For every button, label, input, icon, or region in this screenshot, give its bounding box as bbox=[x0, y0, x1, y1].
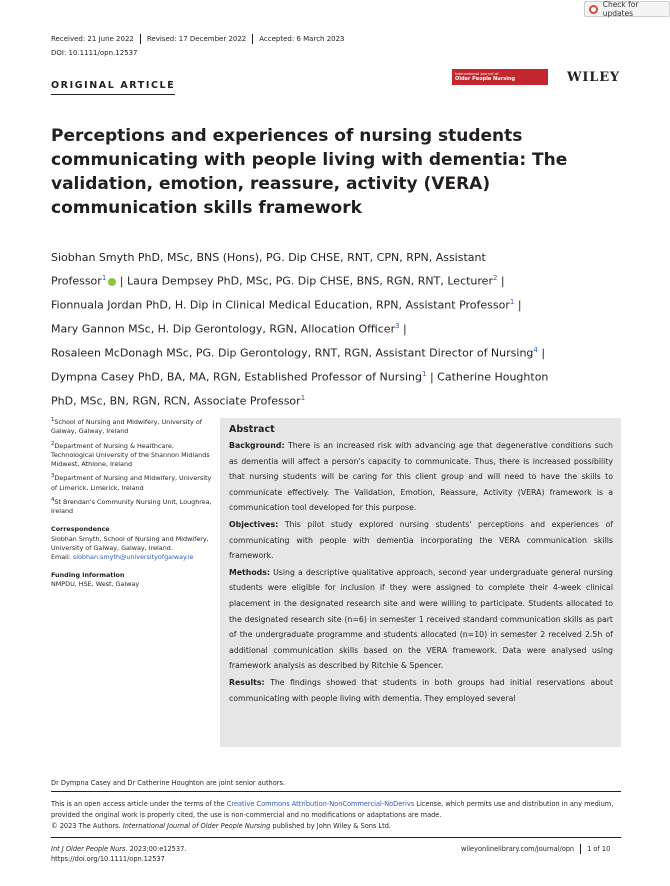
author-text: Mary Gannon MSc, H. Dip Gerontology, RGN, Allocation Officer bbox=[51, 322, 396, 336]
abstract-text: This pilot study explored nursing students' perceptions and experiences of communicating with people with dementia incorporating the VERA communication skills framework. bbox=[229, 519, 613, 561]
copyright-text: © 2023 The Authors. bbox=[51, 821, 123, 830]
check-for-updates-label: Check for updates bbox=[602, 0, 639, 18]
abstract-methods bbox=[229, 565, 613, 674]
abstract-results bbox=[229, 675, 613, 706]
license-text: This is an open access article under the terms of the bbox=[51, 800, 227, 808]
abstract-objectives bbox=[229, 517, 613, 564]
correspondence-email-line bbox=[51, 553, 215, 562]
correspondence-text: Siobhan Smyth, School of Nursing and Midwifery, University of Galway, Galway, Ireland. bbox=[51, 534, 209, 552]
author-line bbox=[51, 316, 621, 340]
abstract-text: Using a descriptive qualitative approach, second year undergraduate general nursing students were eligible for inclusion if they were assigned to complete their 4-week clinical placement in the designated research site and were willing to participate. Students allocated to the designated research site (n=6) in semester 1 received standard communication skills as part of the undergraduate programme and students allocated (n=10) in semester 2 received 2.5h of additional communication skills based on the VERA framework. Data were analysed using framework analysis as described by Ritchie & Spencer. bbox=[229, 567, 613, 671]
author-text: | bbox=[537, 346, 546, 360]
author-footnote: Dr Dympna Casey and Dr Catherine Houghton are joint senior authors. bbox=[51, 779, 286, 787]
funding-text: NMPDU, HSE, West, Galway bbox=[51, 580, 140, 589]
author-text: | bbox=[514, 298, 522, 312]
affiliation-link[interactable]: 1 bbox=[300, 394, 306, 403]
abstract-label: Results: bbox=[229, 677, 265, 687]
journal-logo[interactable] bbox=[452, 69, 548, 85]
author-text: Fionnuala Jordan PhD, H. Dip in Clinical Medical Education, RPN, Assistant Professor bbox=[51, 298, 510, 312]
affiliation-link[interactable]: 1 bbox=[509, 298, 515, 307]
affiliation-link[interactable]: 4 bbox=[533, 346, 538, 355]
check-for-updates-button[interactable] bbox=[584, 1, 670, 17]
author-line bbox=[51, 268, 621, 292]
affiliation-link[interactable]: 1 bbox=[101, 274, 107, 283]
citation bbox=[51, 844, 186, 864]
doi: DOI: 10.1111/opn.12537 bbox=[51, 49, 138, 57]
author-text: Professor bbox=[51, 274, 102, 288]
citation-doi-link[interactable]: https://doi.org/10.1111/opn.12537 bbox=[51, 855, 165, 863]
crossmark-icon bbox=[589, 5, 598, 14]
affiliation bbox=[51, 416, 215, 437]
citation-text: 2023;00:e12537. bbox=[127, 845, 187, 853]
author-line bbox=[51, 364, 621, 388]
author-line bbox=[51, 388, 621, 412]
article-sidebar bbox=[51, 416, 215, 590]
affiliation-number: 2 bbox=[51, 440, 55, 447]
article-type: ORIGINAL ARTICLE bbox=[51, 80, 176, 91]
affiliation-text: Department of Nursing & Healthcare, Technological University of the Shannon Midlands Midwest, Athlone, Ireland bbox=[51, 441, 210, 469]
email-link[interactable]: siobhan.smyth@universityofgalway.ie bbox=[72, 552, 194, 561]
abstract-label: Background: bbox=[229, 441, 285, 450]
publisher-logo[interactable]: WILEY bbox=[567, 70, 621, 85]
affiliation-number: 1 bbox=[51, 417, 55, 423]
abstract-box bbox=[220, 418, 621, 747]
article-title: Perceptions and experiences of nursing students communicating with people living with dementia: The validation, emotion, reassure, activity (VERA) communication skills framework bbox=[51, 126, 568, 218]
author-text: Siobhan Smyth PhD, MSc, BNS (Hons), PG. Dip CHSE, RNT, CPN, RPN, Assistant bbox=[51, 251, 486, 264]
author-text: Dympna Casey PhD, BA, MA, RGN, Established Professor of Nursing bbox=[51, 370, 422, 384]
journal-site-link[interactable]: wileyonlinelibrary.com/journal/opn bbox=[461, 845, 575, 853]
abstract-label: Methods: bbox=[229, 567, 271, 577]
affiliation-text: St Brendan's Community Nursing Unit, Loughrea, Ireland bbox=[51, 497, 212, 516]
footnote-rule bbox=[51, 791, 621, 792]
affiliation-number: 4 bbox=[51, 496, 55, 503]
affiliation bbox=[51, 496, 215, 517]
abstract-heading: Abstract bbox=[229, 424, 275, 435]
author-text: | Laura Dempsey PhD, MSc, PG. Dip CHSE, BNS, RGN, RNT, Lecturer bbox=[116, 274, 493, 288]
abstract-text: There is an increased risk with advancing age that degenerative conditions such as dementia will affect a person's capacity to communicate. Thus, there is increased possibility that nursing students will be caring for this client group and will need to have the skills to communicate effectively. The Validation, Emotion, Reassure, Activity (VERA) framework is a communication tool developed for this purpose. bbox=[229, 441, 613, 513]
footer-rule bbox=[51, 837, 621, 838]
author-list bbox=[51, 248, 621, 412]
accepted-date: Accepted: 6 March 2023 bbox=[252, 34, 350, 44]
revised-date: Revised: 17 December 2022 bbox=[140, 34, 252, 44]
article-type-rule bbox=[51, 94, 175, 95]
abstract-text: The findings showed that students in both groups had initial reservations about communicating with people living with dementia. They employed several bbox=[229, 677, 613, 703]
license-text: License, which permits use and distribution in any medium, provided the original work is properly cited, the use is non-commercial and no modifications or adaptations are made. bbox=[51, 800, 614, 819]
correspondence-heading: Correspondence bbox=[51, 525, 110, 534]
copyright-text: published by John Wiley & Sons Ltd. bbox=[270, 821, 391, 830]
affiliation-text: School of Nursing and Midwifery, University of Galway, Galway, Ireland bbox=[51, 418, 203, 436]
page-footer bbox=[455, 844, 616, 854]
abstract-label: Objectives: bbox=[229, 519, 279, 529]
journal-logo-small: International Journal of bbox=[455, 71, 499, 76]
email-label: Email: bbox=[51, 552, 73, 561]
page-number: 1 of 10 bbox=[580, 844, 616, 854]
citation-journal: Int J Older People Nurs. bbox=[51, 845, 128, 853]
author-text: | bbox=[497, 274, 505, 288]
affiliation-text: Department of Nursing and Midwifery, University of Limerick, Limerick, Ireland bbox=[51, 474, 212, 492]
copyright-journal: International Journal of Older People Nursing bbox=[122, 821, 271, 830]
affiliation bbox=[51, 440, 215, 470]
author-text: | Catherine Houghton bbox=[426, 370, 549, 384]
affiliation bbox=[51, 472, 215, 493]
license-notice bbox=[51, 799, 626, 831]
author-line bbox=[51, 340, 621, 364]
abstract-background bbox=[229, 438, 613, 516]
affiliation-link[interactable]: 3 bbox=[395, 322, 400, 331]
author-line bbox=[51, 292, 621, 316]
affiliation-link[interactable]: 2 bbox=[492, 274, 498, 283]
license-link[interactable]: Creative Commons Attribution-NonCommercial-NoDerivs bbox=[226, 800, 415, 808]
author-line bbox=[51, 248, 621, 268]
journal-logo-name: Older People Nursing bbox=[455, 76, 516, 82]
received-date: Received: 21 June 2022 bbox=[51, 35, 134, 43]
author-text: | bbox=[399, 322, 407, 336]
funding-heading: Funding information bbox=[51, 571, 125, 580]
affiliation-number: 3 bbox=[51, 473, 55, 480]
author-text: PhD, MSc, BN, RGN, RCN, Associate Professor bbox=[51, 394, 301, 408]
author-text: Rosaleen McDonagh MSc, PG. Dip Gerontology, RNT, RGN, Assistant Director of Nursing bbox=[51, 346, 534, 360]
affiliation-link[interactable]: 1 bbox=[422, 370, 427, 379]
article-dates bbox=[51, 34, 351, 44]
